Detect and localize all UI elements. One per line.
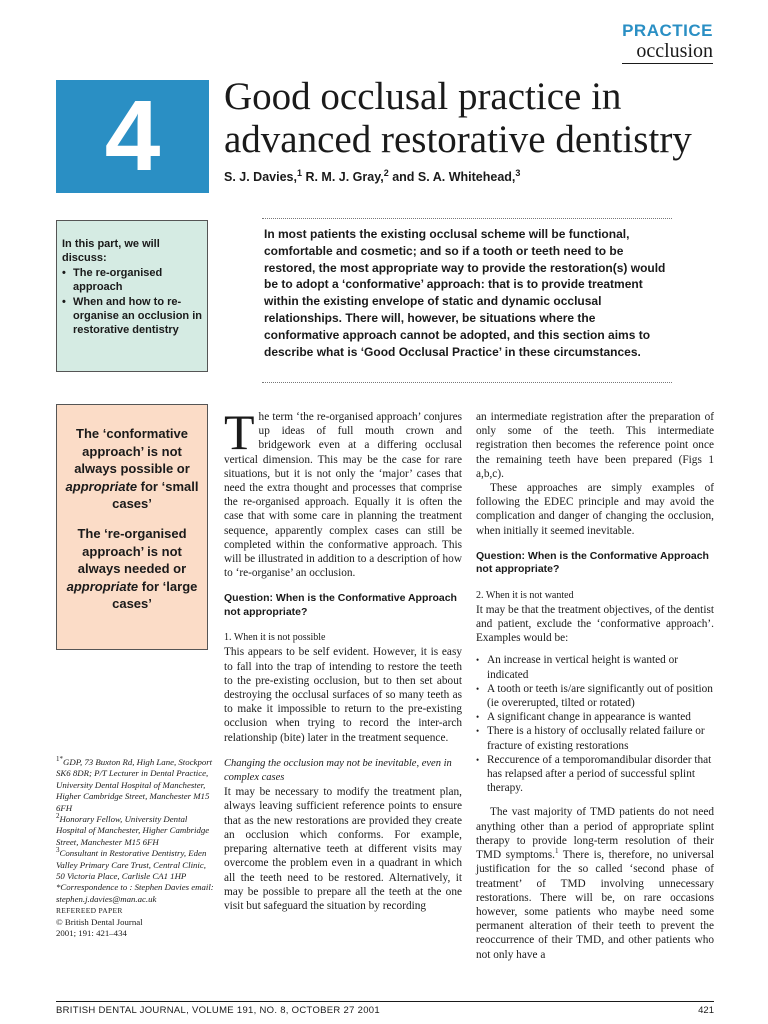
- affiliation-3: $^3$Consultant in Restorative Dentistry, Eden Valley Primary Care Trust, Central Clinic, 50 Victoria Place, Carlisle CA1 1HP: [56, 846, 207, 882]
- subheading: 2. When it is not wanted: [476, 589, 574, 601]
- body-paragraph: It may be necessary to modify the treatment plan, always leaving sufficient reference points to ensure that as the new restorations are provided they create an occlusion which conforms. For example, preparing alternative teeth at different visits may overcome the problem even in a quadrant in which all the teeth need to be restored. Alternatively, it may be possible to prepare all the teeth at the one visit but safeguard the situation by recording: [224, 786, 462, 912]
- list-item-text: Reccurence of a temporomandibular disorder that has relapsed after a period of successful splint therapy.: [487, 753, 712, 795]
- part-number-box: 4: [56, 80, 209, 193]
- citation: 2001; 191: 421–434: [56, 928, 127, 939]
- body-paragraph: [224, 404, 462, 580]
- paragraph-text: he term ‘the re-organised approach’ conjures up ideas of full mouth crown and bridgework even at a differing occlusal vertical dimension. This may be the case for rare situations, but it is not only the ‘major’ cases that need the extra thought and processes that comprise the re-organised approach. Equally it is often the case that with some care in planning the treatment sequence, apparently complex cases can still be completed within the conformative approach. This will be illustrated in addition to a description of how to ‘re-organise’ an occlusion.: [224, 411, 462, 580]
- author-2: R. M. J. Gray,: [301, 170, 384, 184]
- pullquote-box: [56, 404, 208, 650]
- section-header: [622, 22, 713, 64]
- correspondence: *Correspondence to : Stephen Davies email: stephen.j.davies@man.ac.uk: [56, 882, 214, 904]
- discuss-list: [62, 266, 202, 338]
- affiliation-text: GDP, 73 Buxton Rd, High Lane, Stockport SK6 8DR; P/T Lecturer in Dental Practice, University Dental Hospital of Manchester, Higher Cambridge Street, Manchester M15 6FH: [56, 757, 213, 813]
- list-item-text: A significant change in appearance is wanted: [487, 711, 691, 724]
- drop-cap: T: [224, 404, 255, 460]
- copyright: © British Dental Journal: [56, 916, 143, 927]
- section-sublabel: occlusion: [622, 40, 713, 64]
- bullet-icon: •: [62, 295, 66, 308]
- pullquote-text: for ‘small cases’: [112, 478, 199, 512]
- body-paragraph: an intermediate registration after the preparation of only some of the teeth. This intermediate registration then becomes the reference point once the remaining teeth have been prepared (Figs 1 a,b,c).: [476, 411, 714, 480]
- list-item: [62, 266, 202, 295]
- list-item: [62, 295, 202, 338]
- article-title: Good occlusal practice in advanced restorative dentistry: [224, 75, 692, 161]
- author-1-sup: 1: [296, 167, 302, 178]
- author-3-sup: 3: [515, 167, 521, 178]
- discuss-item-text: When and how to re-organise an occlusion in restorative dentistry: [73, 295, 202, 337]
- pullquote-emphasis: appropriate: [65, 478, 138, 494]
- list-item: [476, 653, 714, 681]
- example-list: [476, 653, 714, 795]
- discuss-box: [56, 220, 208, 372]
- affiliation-2: $^2$Honorary Fellow, University Dental Hospital of Manchester, Higher Cambridge Street, Manchester M15 6FH: [56, 812, 210, 847]
- bullet-icon: •: [62, 266, 66, 279]
- bullet-icon: •: [476, 683, 480, 694]
- body-paragraph: It may be that the treatment objectives, of the dentist and patient, exclude the ‘conformative approach’. Examples would be:: [476, 603, 714, 645]
- pullquote-text: The ‘conformative approach’ is not always possible or: [74, 426, 190, 477]
- pullquote-text: for ‘large cases’: [112, 578, 198, 612]
- question-heading: Question: When is the Conformative Approach not appropriate?: [476, 549, 709, 576]
- refereed-label: REFEREED PAPER: [56, 906, 123, 916]
- paragraph-text: The vast majority of TMD patients do not need anything other than a period of appropriate splint therapy to provide long-term resolution of their TMD symptoms.: [476, 806, 714, 862]
- author-3: and S. A. Whitehead,: [388, 170, 516, 184]
- body-paragraph: [476, 805, 714, 961]
- question-heading: Question: When is the Conformative Approach not appropriate?: [224, 592, 457, 618]
- list-item-text: A tooth or teeth is/are significantly out of position (ie overerupted, tilted or rotated): [487, 682, 713, 710]
- intro-rule-bottom: [262, 382, 672, 383]
- author-2-sup: 2: [383, 167, 389, 178]
- affiliation-1: $^{1*}$GDP, 73 Buxton Rd, High Lane, Stockport SK6 8DR; P/T Lecturer in Dental Practice, University Dental Hospital of Manchester, Higher Cambridge Street, Manchester M15 6FH: [56, 755, 213, 813]
- list-item: [476, 724, 714, 752]
- pullquote-2: [65, 525, 199, 613]
- subheading: 1. When it is not possible: [224, 632, 326, 644]
- paragraph-text: There is, therefore, no universal justification for the so called ‘second phase of treatment’ of TMD involving unnecessary restorations. There will be, on rare occasions however, some patients who maybe need some permanent alteration of their teeth to prevent the reoccurrence of their TMD, and other patients who not only have a: [476, 849, 714, 961]
- author-1: S. J. Davies,: [224, 170, 297, 184]
- body-paragraph: This appears to be self evident. However, it is easy to fall into the trap of intending to restore the teeth to the pre-existing occlusion, but to then set about destroying the occlusal surfaces of so many teeth as to make it impossible to return to the pre-existing occlusion when trying to record the inter-arch relationship (bite) later in the treatment sequence.: [224, 646, 462, 744]
- section-label: PRACTICE: [622, 21, 713, 40]
- pullquote-text: The ‘re-organised approach’ is not always needed or: [77, 525, 187, 577]
- body-column-left: [224, 404, 462, 913]
- affiliation-text: Honorary Fellow, University Dental Hospital of Manchester, Higher Cambridge Street, Manchester M15 6FH: [56, 814, 210, 847]
- affiliation-text: Consultant in Restorative Dentistry, Eden Valley Primary Care Trust, Central Clinic, 50 Victoria Place, Carlisle CA1 1HP: [56, 848, 207, 882]
- bullet-icon: •: [476, 712, 480, 723]
- author-line: [224, 167, 521, 184]
- intro-paragraph: In most patients the existing occlusal scheme will be functional, comfortable and cosmetic; and so if a tooth or teeth need to be restored, the most appropriate way to provide the restoration(s) would be to adopt a ‘conformative’ approach: that is to provide treatment within the existing envelope of static and dynamic occlusal relationships. There will, however, be situations where the conformative approach cannot be adopted, and this section aims to describe what is ‘Good Occlusal Practice’ in these circumstances.: [264, 227, 666, 359]
- discuss-heading: In this part, we will discuss:: [62, 238, 160, 265]
- pullquote-1: [65, 425, 199, 513]
- bullet-icon: •: [476, 754, 480, 765]
- list-item-text: There is a history of occlusally related failure or fracture of existing restorations: [487, 725, 705, 752]
- intro-rule-top: [262, 218, 672, 219]
- footer-journal: BRITISH DENTAL JOURNAL, VOLUME 191, NO. 8, OCTOBER 27 2001: [56, 1005, 380, 1016]
- footer-rule: [56, 1001, 714, 1002]
- pullquote-emphasis: appropriate: [66, 578, 139, 594]
- bullet-icon: •: [476, 655, 480, 666]
- discuss-item-text: The re-organised approach: [73, 266, 163, 294]
- italic-subheading: Changing the occlusion may not be inevitable, even in complex cases: [224, 757, 452, 784]
- list-item: [476, 682, 714, 710]
- body-paragraph: These approaches are simply examples of following the EDEC principle and may avoid the complication and danger of changing the occlusion, when initially it seemed inevitable.: [476, 482, 714, 537]
- affiliations: [56, 757, 216, 940]
- list-item: [476, 753, 714, 796]
- footer-page-number: 421: [698, 1005, 714, 1016]
- reference-sup: 1: [554, 847, 559, 856]
- list-item-text: An increase in vertical height is wanted or indicated: [487, 654, 679, 681]
- bullet-icon: •: [476, 726, 480, 737]
- body-column-right: [476, 410, 714, 962]
- list-item: [476, 710, 714, 724]
